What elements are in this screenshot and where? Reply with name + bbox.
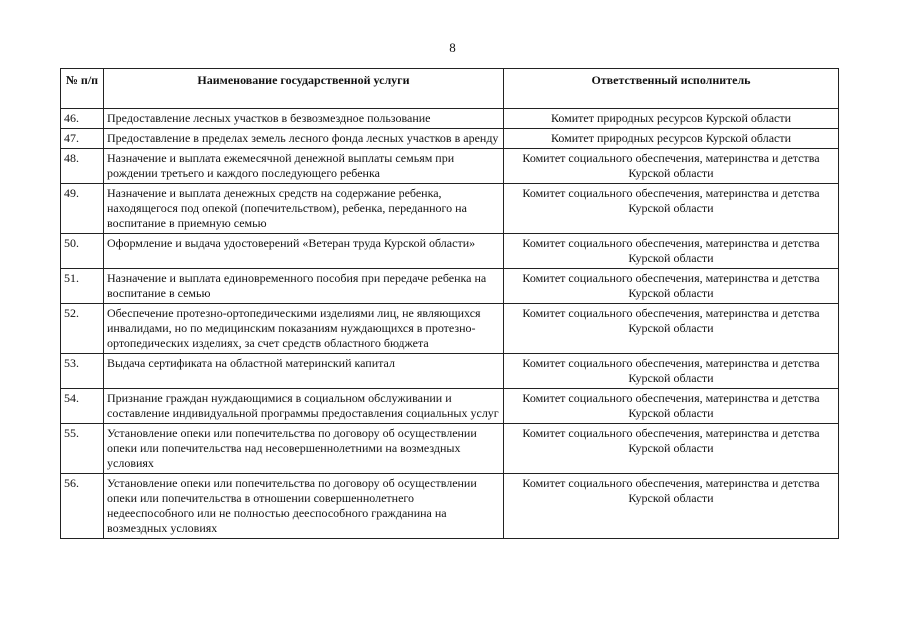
table-row <box>61 354 839 389</box>
table-row <box>61 304 839 354</box>
row-number: 48. <box>61 149 104 184</box>
page-number: 8 <box>449 40 456 55</box>
executor-name: Комитет социального обеспечения, материнства и детства Курской области <box>504 304 839 354</box>
table-row <box>61 424 839 474</box>
executor-name: Комитет социального обеспечения, материнства и детства Курской области <box>504 474 839 539</box>
executor-name: Комитет социального обеспечения, материнства и детства Курской области <box>504 424 839 474</box>
header-number: № п/п <box>61 69 104 109</box>
table-row <box>61 184 839 234</box>
table-row <box>61 269 839 304</box>
row-number: 46. <box>61 109 104 129</box>
table-row <box>61 129 839 149</box>
row-number: 47. <box>61 129 104 149</box>
row-number: 50. <box>61 234 104 269</box>
services-table <box>60 68 839 539</box>
table-row <box>61 149 839 184</box>
row-number: 52. <box>61 304 104 354</box>
row-number: 55. <box>61 424 104 474</box>
executor-name: Комитет социального обеспечения, материнства и детства Курской области <box>504 389 839 424</box>
table-header-row <box>61 69 839 109</box>
service-name: Назначение и выплата ежемесячной денежной выплаты семьям при рождении третьего и каждого последующего ребенка <box>104 149 504 184</box>
executor-name: Комитет природных ресурсов Курской области <box>504 109 839 129</box>
table-row <box>61 389 839 424</box>
service-name: Признание граждан нуждающимися в социальном обслуживании и составление индивидуальной программы предоставления социальных услуг <box>104 389 504 424</box>
executor-name: Комитет социального обеспечения, материнства и детства Курской области <box>504 149 839 184</box>
service-name: Установление опеки или попечительства по договору об осуществлении опеки или попечительства над несовершеннолетними на возмездных условиях <box>104 424 504 474</box>
service-name: Назначение и выплата денежных средств на содержание ребенка, находящегося под опекой (попечительством), ребенка, переданного на воспитание в приемную семью <box>104 184 504 234</box>
table-row <box>61 474 839 539</box>
service-name: Предоставление в пределах земель лесного фонда лесных участков в аренду <box>104 129 504 149</box>
service-name: Обеспечение протезно-ортопедическими изделиями лиц, не являющихся инвалидами, но по медицинским показаниям нуждающихся в протезно-ортопедических изделиях, за счет средств областного бюджета <box>104 304 504 354</box>
header-service-name: Наименование государственной услуги <box>104 69 504 109</box>
executor-name: Комитет социального обеспечения, материнства и детства Курской области <box>504 184 839 234</box>
executor-name: Комитет социального обеспечения, материнства и детства Курской области <box>504 269 839 304</box>
row-number: 56. <box>61 474 104 539</box>
service-name: Выдача сертификата на областной материнский капитал <box>104 354 504 389</box>
service-name: Назначение и выплата единовременного пособия при передаче ребенка на воспитание в семью <box>104 269 504 304</box>
executor-name: Комитет природных ресурсов Курской области <box>504 129 839 149</box>
table-row <box>61 234 839 269</box>
row-number: 53. <box>61 354 104 389</box>
service-name: Предоставление лесных участков в безвозмездное пользование <box>104 109 504 129</box>
table-row <box>61 109 839 129</box>
row-number: 51. <box>61 269 104 304</box>
service-name: Оформление и выдача удостоверений «Ветеран труда Курской области» <box>104 234 504 269</box>
header-executor: Ответственный исполнитель <box>504 69 839 109</box>
service-name: Установление опеки или попечительства по договору об осуществлении опеки или попечительства в отношении совершеннолетнего недееспособного или не полностью дееспособного гражданина на возмездных условиях <box>104 474 504 539</box>
row-number: 54. <box>61 389 104 424</box>
executor-name: Комитет социального обеспечения, материнства и детства Курской области <box>504 354 839 389</box>
row-number: 49. <box>61 184 104 234</box>
executor-name: Комитет социального обеспечения, материнства и детства Курской области <box>504 234 839 269</box>
